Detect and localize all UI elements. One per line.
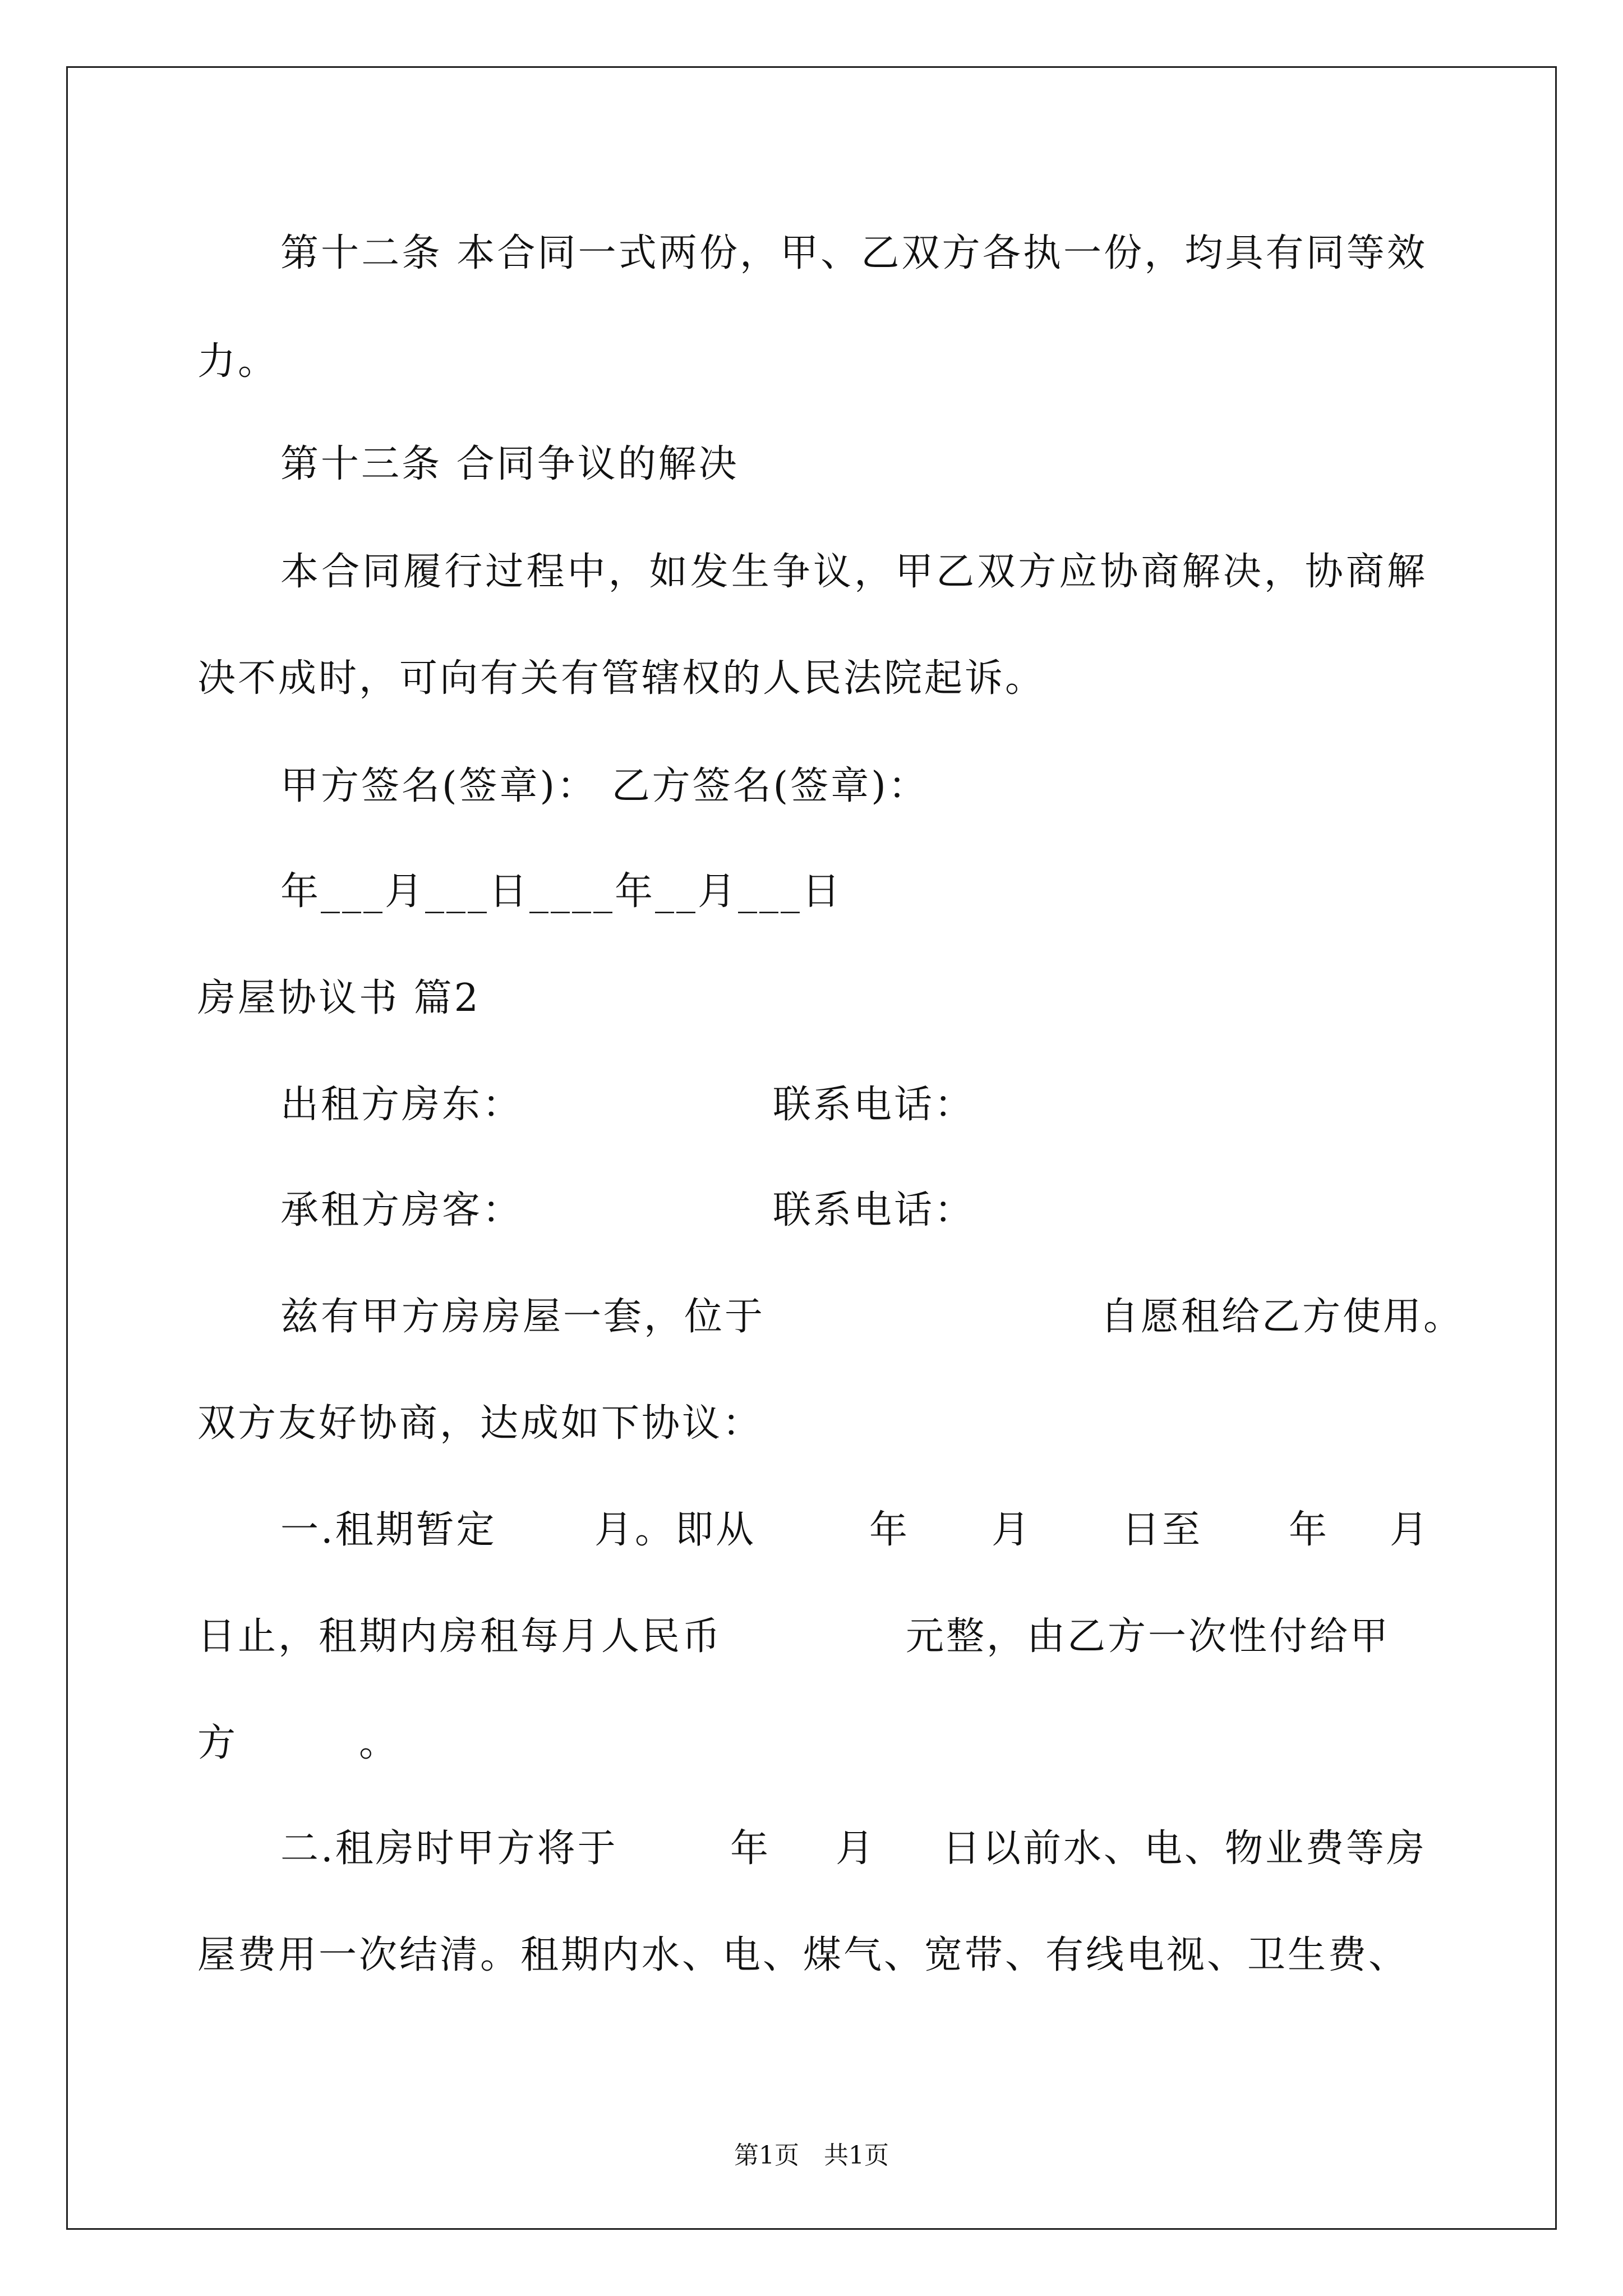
clause-1-year-end: 年 (1289, 1508, 1330, 1552)
clause-2-before: 日以前水、电、物业费等房 (942, 1826, 1427, 1871)
page-border (66, 66, 1557, 2230)
paragraph-line: 双方友好协商，达成如下协议： (197, 1401, 763, 1446)
clause-2-utilities: 屋费用一次结清。租期内水、电、煤气、宽带、有线电视、卫生费、 (197, 1933, 1409, 1977)
clause-1-payment: 元整，由乙方一次性付给甲 (906, 1614, 1391, 1659)
clause-1-year: 年 (869, 1508, 910, 1552)
clause-1-period: 。 (359, 1721, 400, 1765)
clause-1-party: 方 (197, 1721, 238, 1765)
clause-1-from: 月。即从 (594, 1508, 757, 1552)
signature-line: 甲方签名(签章)： 乙方签名(签章)： (280, 764, 929, 808)
section-heading: 第十三条 合同争议的解决 (280, 442, 739, 486)
landlord-phone-label: 联系电话： (773, 1083, 975, 1127)
paragraph-line: 自愿租给乙方使用。 (1100, 1295, 1464, 1339)
clause-2-month: 月 (836, 1826, 877, 1871)
date-line: 年___月___日____年__月___日 (280, 869, 843, 914)
paragraph-line: 第十二条 本合同一式两份，甲、乙双方各执一份，均具有同等效 (280, 231, 1427, 275)
tenant-label: 承租方房客： (280, 1188, 523, 1232)
paragraph-line: 本合同履行过程中，如发生争议，甲乙双方应协商解决，协商解 (280, 550, 1427, 594)
page-number: 第1页 共1页 (734, 2141, 889, 2170)
clause-1-month: 月 (992, 1508, 1032, 1552)
paragraph-line: 决不成时，可向有关有管辖权的人民法院起诉。 (197, 656, 1046, 701)
clause-1-rent: 日止，租期内房租每月人民币 (197, 1614, 723, 1659)
paragraph-line: 兹有甲方房房屋一套，位于 (280, 1295, 766, 1339)
clause-2-start: 二.租房时甲方将于 (280, 1826, 618, 1871)
clause-1-day-to: 日至 (1122, 1508, 1203, 1552)
document-title: 房屋协议书 篇2 (197, 976, 481, 1020)
clause-1-month-end: 月 (1390, 1508, 1431, 1552)
clause-1-term: 一.租期暂定 (280, 1508, 497, 1552)
clause-2-year: 年 (730, 1826, 771, 1871)
paragraph-line: 力。 (197, 339, 279, 384)
landlord-label: 出租方房东： (280, 1083, 523, 1127)
tenant-phone-label: 联系电话： (773, 1188, 975, 1232)
